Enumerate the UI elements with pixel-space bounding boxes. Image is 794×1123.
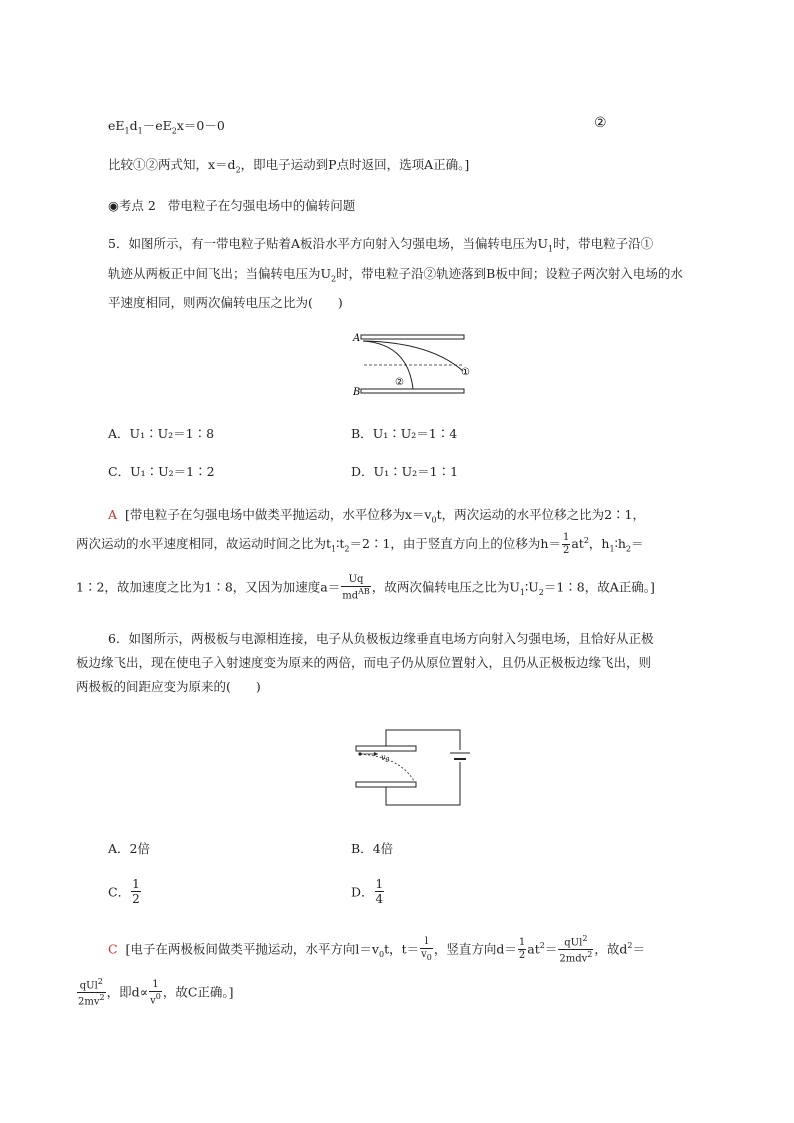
velocity-arrow-head [374, 752, 378, 756]
q5-figure [350, 328, 475, 400]
mark-2: ② [395, 377, 404, 388]
q5-explanation-line3: 1∶2，故加速度之比为1∶8，又因为加速度a＝ $\frac{Uq}{md^{AB}}$ ，故两次偏转电压之比为$U_1∶U_2=1∶8$，故A正确。] [76, 574, 655, 602]
q5-explanation-line2: 两次运动的水平速度相同，故运动时间之比为$t_1∶t_2=2∶1$，由于竖直方向上的位移为h＝ $\frac{1}{2}$ $at^2$，$h_1∶h_2=$ [76, 532, 644, 556]
q5-explanation-line1: A [带电粒子在匀强电场中做类平抛运动，水平位移为$x=v_0t$，两次运动的水平位移之比为2∶1， [108, 507, 646, 525]
fraction-l-over-v0: $\frac{l}{v_0}$ [421, 936, 432, 963]
equation-tag: ② [594, 115, 607, 131]
q5-stem: 5．如图所示，有一带电粒子贴着A板沿水平方向射入匀强电场，当偏转电压为$U_1$时，带电粒子沿① 轨迹从两板正中间飞出；当偏转电压为$U_2$时，带电粒子沿②轨迹落到B板中间；设粒子两次射入电场的水 平速度相同，则两次偏转电压之比为( ) [108, 236, 683, 310]
equation-2: $eE_1d_1-eE_2x=0-0$ [108, 118, 225, 136]
v0-label: $v_0$ [381, 753, 390, 764]
fraction-1-over-v0: $\frac{1}{v^0}$ [150, 978, 161, 1006]
plate-b [361, 389, 464, 393]
q6-explanation-line2: $\frac{qUl^2}{2mv^2}$ ，即d∝ $\frac{1}{v^0}$ ，故C正确。] [78, 977, 234, 1008]
plate-a-label: A [353, 333, 361, 344]
negative-plate [356, 746, 416, 751]
q6-stem: 6．如图所示，两极板与电源相连接，电子从负极板边缘垂直电场方向射入匀强电场，且恰好从正极 板边缘飞出，现在使电子入射速度变为原来的两倍，而电子仍从原位置射入，且仍从正极板边缘飞出，则 两极板的间距应变为原来的( ) [76, 631, 654, 694]
q6-option-d[interactable]: D． $\frac{1}{4}$ [351, 877, 384, 906]
fraction-one-half: $\frac{1}{2}$ [132, 877, 140, 906]
q6-figure [352, 728, 474, 808]
topic-bullet-icon: ◉ [108, 198, 119, 213]
plate-b-label: B [353, 387, 361, 398]
conclusion-text: 比较①②两式知，$x=d_2$，即电子运动到P点时返回，选项A正确。] [108, 157, 470, 175]
q5-option-d[interactable]: D．U₁∶U₂＝1∶1 [351, 464, 459, 479]
q6-option-c[interactable]: C． $\frac{1}{2}$ [108, 877, 140, 906]
q6-explanation-line1: C [电子在两极板间做类平抛运动，水平方向$l=v_0t$，t＝ $\frac{l}{v_0}$ ，竖直方向d＝ $\frac{1}{2}$ $at^2=$ $\frac{qUl^2}{2mdv^2}$ ，故$d^2=$ [108, 934, 645, 965]
fraction-accel: $\frac{Uq}{md^{AB}}$ [342, 574, 370, 602]
fraction-half-2: $\frac{1}{2}$ [518, 937, 526, 962]
q6-answer-letter: C [108, 941, 118, 957]
positive-plate [356, 782, 416, 787]
q6-option-a[interactable]: A．2倍 [108, 841, 150, 856]
q5-option-c[interactable]: C．U₁∶U₂＝1∶2 [108, 464, 215, 479]
q5-option-b[interactable]: B．U₁∶U₂＝1∶4 [351, 426, 458, 441]
fraction-qul2-over-2mv: $\frac{qUl^2}{2mv^2}$ [78, 977, 105, 1008]
fraction-qul2: $\frac{qUl^2}{2mdv^2}$ [559, 934, 593, 965]
trajectory-1 [363, 341, 463, 371]
q5-option-a[interactable]: A．U₁∶U₂＝1∶8 [108, 426, 215, 441]
q6-option-b[interactable]: B．4倍 [351, 841, 394, 856]
plate-a [361, 335, 464, 339]
q5-answer-letter: A [108, 507, 118, 522]
mark-1: ① [461, 367, 470, 378]
fraction-one-quarter: $\frac{1}{4}$ [375, 877, 384, 906]
fraction-half: $\frac{1}{2}$ [562, 532, 570, 556]
topic-header: ◉考点 2 带电粒子在匀强电场中的偏转问题 [108, 198, 356, 213]
